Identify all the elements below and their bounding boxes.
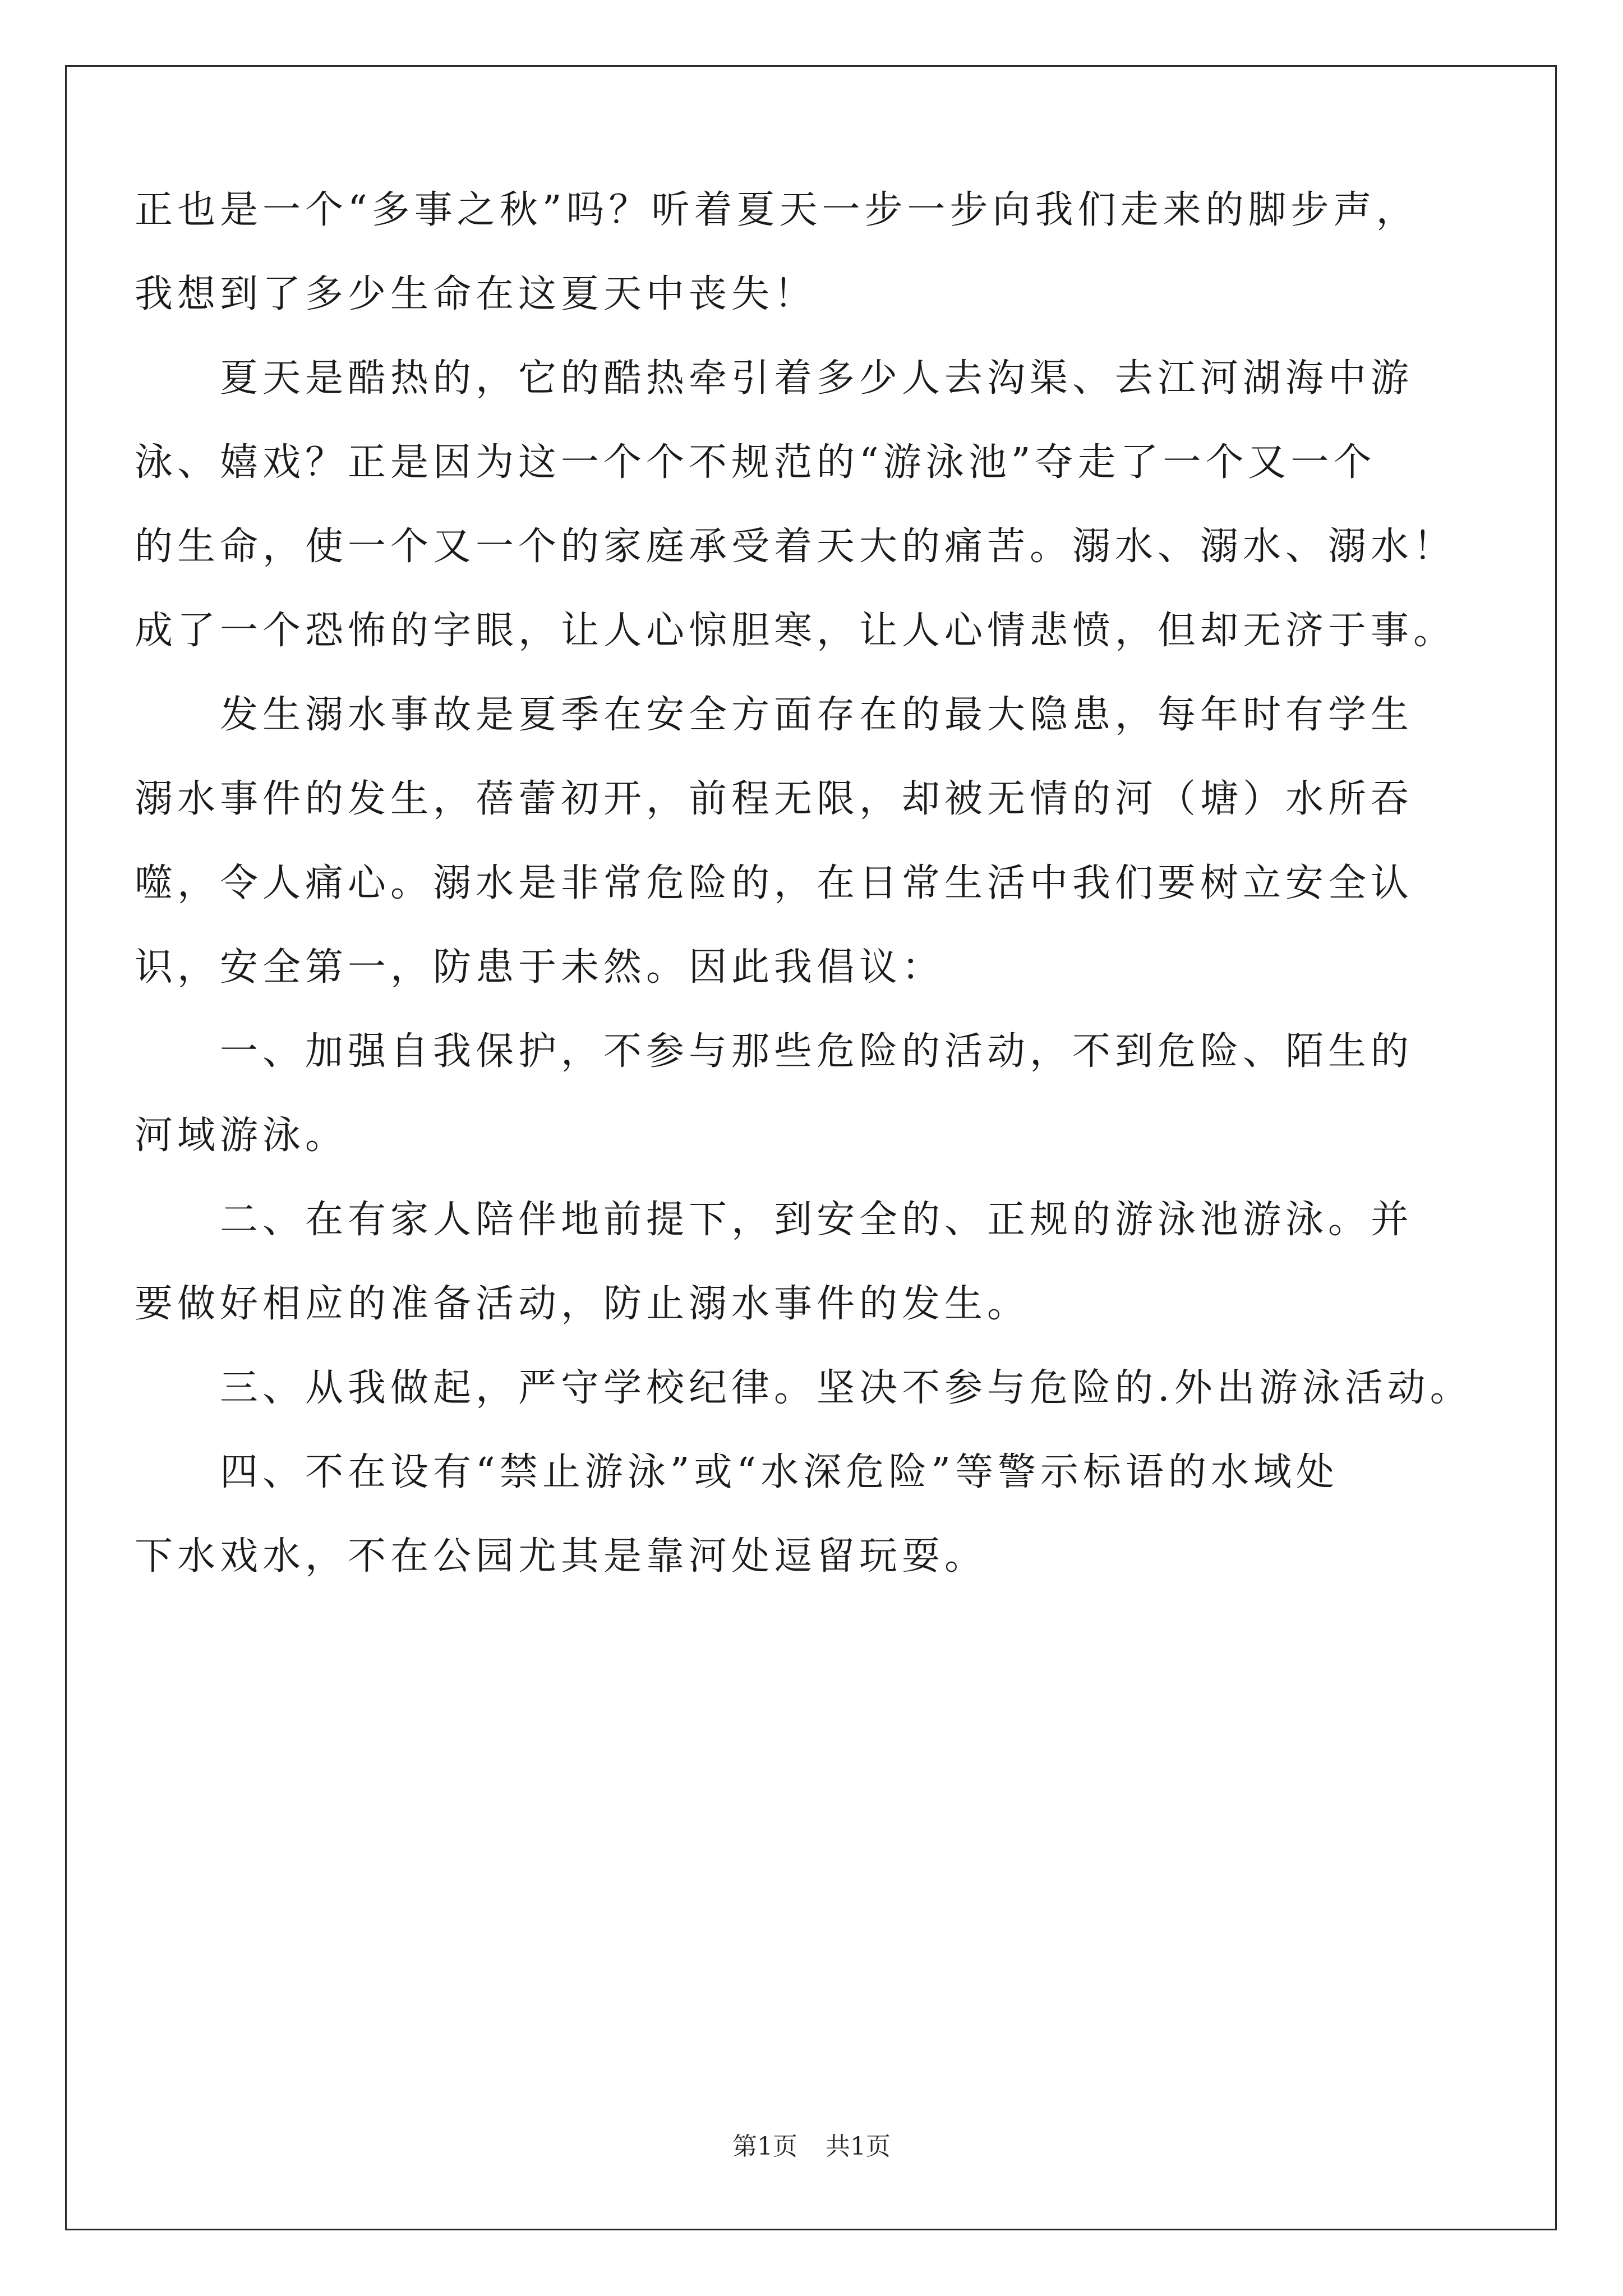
text-line: 成了一个恐怖的字眼，让人心惊胆寒，让人心情悲愤，但却无济于事。 (135, 609, 1456, 653)
page-number-total: 共1页 (826, 2132, 891, 2161)
text-line: 三、从我做起，严守学校纪律。坚决不参与危险的.外出游泳活动。 (135, 1366, 1473, 1410)
text-line: 发生溺水事故是夏季在安全方面存在的最大隐患，每年时有学生 (135, 693, 1414, 737)
text-line: 要做好相应的准备活动，防止溺水事件的发生。 (135, 1282, 1030, 1326)
text-line: 一、加强自我保护，不参与那些危险的活动，不到危险、陌生的 (135, 1029, 1414, 1074)
text-line: 四、不在设有“禁止游泳”或“水深危险”等警示标语的水域处 (135, 1450, 1339, 1494)
text-line: 二、在有家人陪伴地前提下，到安全的、正规的游泳池游泳。并 (135, 1198, 1414, 1242)
text-line: 下水戏水，不在公园尤其是靠河处逗留玩耍。 (135, 1534, 988, 1579)
text-line: 正也是一个“多事之秋”吗？听着夏天一步一步向我们走来的脚步声， (135, 188, 1419, 232)
text-line: 夏天是酷热的，它的酷热牵引着多少人去沟渠、去江河湖海中游 (135, 356, 1414, 401)
text-line: 的生命，使一个又一个的家庭承受着天大的痛苦。溺水、溺水、溺水！ (135, 524, 1456, 569)
page-number-current: 第1页 (732, 2132, 797, 2161)
text-line: 我想到了多少生命在这夏天中丧失！ (135, 272, 817, 316)
text-line: 泳、嬉戏？正是因为这一个个不规范的“游泳池”夺走了一个又一个 (135, 440, 1376, 485)
document-body (135, 168, 1481, 1599)
page-footer (0, 2126, 1623, 2162)
text-line: 溺水事件的发生，蓓蕾初开，前程无限，却被无情的河（塘）水所吞 (135, 777, 1414, 821)
text-line: 河域游泳。 (135, 1114, 348, 1158)
text-line: 噬，令人痛心。溺水是非常危险的，在日常生活中我们要树立安全认 (135, 861, 1414, 905)
text-line: 识，安全第一，防患于未然。因此我倡议： (135, 945, 945, 990)
